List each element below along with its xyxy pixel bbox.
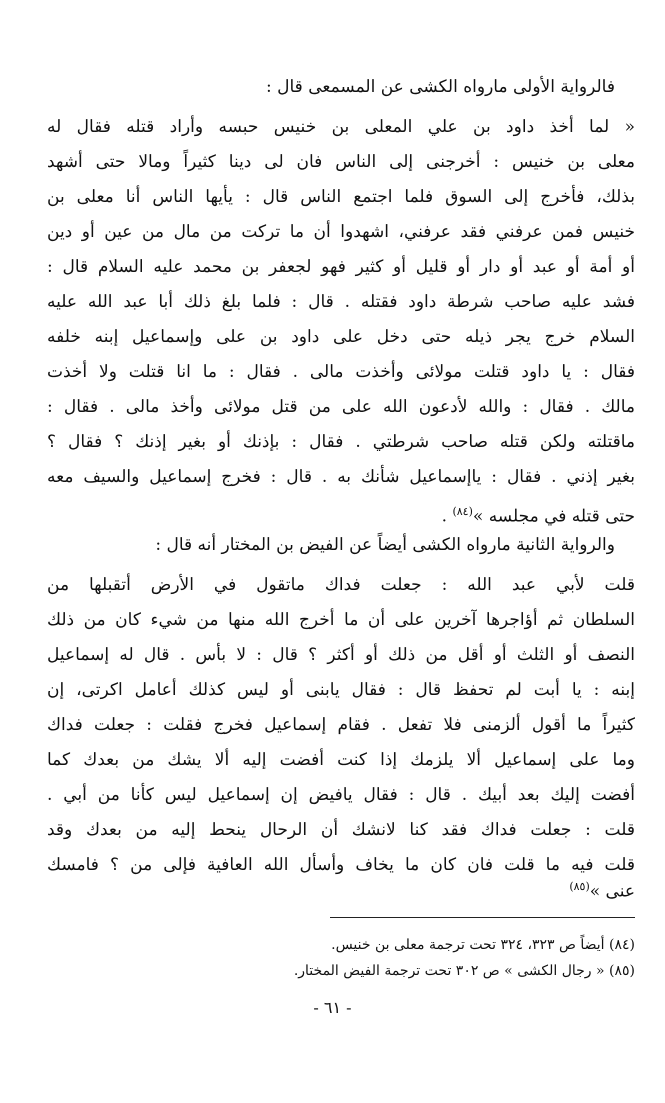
text-line: ماقتلته ولكن قتله صاحب شرطتي . فقال : بإذنك أو بغير إذنك ؟ فقال ؟ xyxy=(47,432,635,452)
text-line: معلى بن خنيس : أخرجنى إلى الناس فان لى دينا كثيراً ومالا حتى أشهد xyxy=(47,152,635,172)
text-line: خنيس فمن عرفني فقد عرفني، اشهدوا أن ما تركت من مال من عين أو دين xyxy=(47,222,635,242)
paragraph-last-line xyxy=(47,872,635,906)
text-line: قلت لأبي عبد الله : جعلت فداك ماتقول في الأرض أتقبلها من xyxy=(47,575,635,595)
page-number: - ٦١ - xyxy=(313,998,352,1017)
text-line: أو أمة أو عبد أو دار أو قليل أو كثير فهو لجعفر بن محمد عليه السلام قال : xyxy=(47,257,635,277)
last-line-text: حتى قتله في مجلسه » xyxy=(472,506,635,527)
paragraph-last-line: حتى قتله في مجلسه »$^{(٨٤)}$ . xyxy=(441,505,635,527)
second-narration-heading: والرواية الثانية مارواه الكشى أيضاً عن الفيض بن المختار أنه قال : xyxy=(155,535,615,555)
text-line: بذلك، فأخرج إلى السوق فلما اجتمع الناس قال : يأيها الناس أنا معلى بن xyxy=(47,187,635,207)
text-line: أفضت إليك بعد أبيك . قال : فقال يافيض إن إسماعيل ليس كأنا من أبي . xyxy=(47,785,635,805)
text-line: « لما أخذ داود بن علي المعلى بن خنيس حبسه وأراد قتله فقال له xyxy=(47,117,635,137)
first-narration-heading: فالرواية الأولى مارواه الكشى عن المسمعى قال : xyxy=(266,77,615,97)
text-line: وما على إسماعيل ألا يلزمك إذا كنت أفضت إليه ألا يشك من بعدك كما xyxy=(47,750,635,770)
text-line: بغير إذني . فقال : ياإسماعيل شأنك به . قال : فخرج إسماعيل والسيف معه xyxy=(47,467,635,487)
text-line: السلطان ثم أؤاجرها آخرين على أن ما أخرج الله منها من شيء كان من ذلك xyxy=(47,610,635,630)
footnote-divider xyxy=(330,917,635,918)
footnote: (٨٥) « رجال الكشى » ص ٣٠٢ تحت ترجمة الفيض المختار. xyxy=(293,963,635,979)
text-line: قلت فيه ما قلت فان كان ما يخاف وأسأل الله العافية فإلى من ؟ فامسك xyxy=(47,855,635,875)
footnote-ref: (٨٤) xyxy=(452,505,473,518)
text-line: السلام خرج يجر ذيله حتى دخل على داود بن على وإسماعيل إبنه خلفه xyxy=(47,327,635,347)
text-line: فشد عليه صاحب شرطة داود فقتله . قال : فلما بلغ ذلك أبا عبد الله عليه xyxy=(47,292,635,312)
text-line: مالك . فقال : والله لأدعون الله على من قتل مولائى وأخذ مالى . فقال : xyxy=(47,397,635,417)
text-line: قلت : جعلت فداك فقد كنا لانشك أن الرحال ينحط إليه من بعدك وقد xyxy=(47,820,635,840)
last-line-text: عنى » xyxy=(589,881,635,902)
text-line: النصف أو الثلث أو أقل من ذلك أو أكثر ؟ قال : لا بأس . قال له إسماعيل xyxy=(47,645,635,665)
text-line: فقال : يا داود قتلت مولائى وأخذت مالى . فقال : ما انا قتلت ولا أخذت xyxy=(47,362,635,382)
text-line: كثيراً ما أقول ألزمنى فلا تفعل . فقام إسماعيل فخرج فقلت : جعلت فداك xyxy=(47,715,635,735)
footnote-ref: (٨٥) xyxy=(569,880,590,893)
footnote: (٨٤) أيضاً ص ٣٢٣، ٣٢٤ تحت ترجمة معلى بن خنيس. xyxy=(331,937,635,953)
text-line: إبنه : يا أبت لم تحفظ قال : فقال يابنى أو ليس كذلك أعامل اكرتى، إن xyxy=(47,680,635,700)
